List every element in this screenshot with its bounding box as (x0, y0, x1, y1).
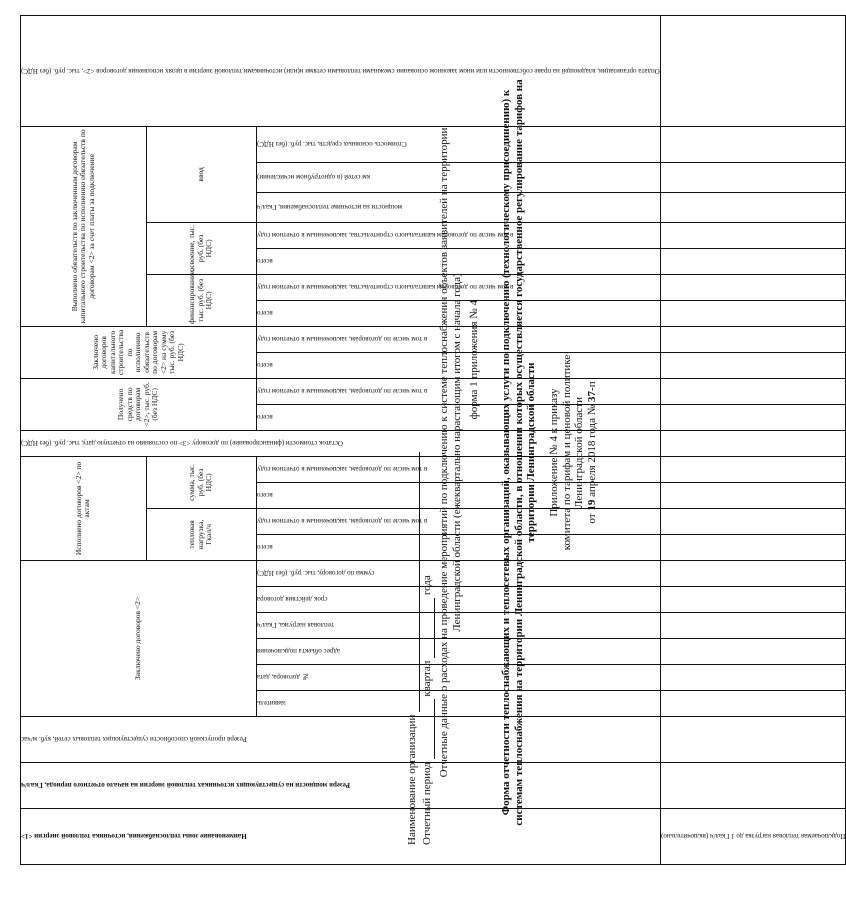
header-capital-group: Заключено договоров капитального строительства по исполнению обязательств по договорам <2> на сумму тыс. руб. (без НДС) (21, 326, 257, 378)
table-cell[interactable] (660, 613, 845, 639)
table-cell[interactable] (660, 639, 845, 665)
header-in-year-capital: в том числе по договорам капитального строительства, заключенным в отчетном году (256, 222, 660, 248)
header-executed-group: Исполнено договоров <2> по актам (21, 456, 147, 560)
table-cell[interactable] (660, 665, 845, 691)
table-cell[interactable] (660, 456, 845, 482)
header-development: освоение, тыс. руб. (без НДС) (146, 222, 256, 274)
table-cell[interactable] (660, 763, 845, 809)
header-total: всего (256, 482, 660, 508)
table-cell[interactable] (660, 162, 845, 192)
table-cell[interactable] (660, 560, 845, 586)
approval-day: 19 (585, 499, 598, 511)
header-concluded-group: Заключено договоров <2> (21, 560, 257, 716)
header-total: всего (256, 352, 660, 378)
form-title-line: Форма отчетности теплоснабжающих и теплосетевых организаций, оказывающих услуги по подключению (технологическому присоединению) к (500, 89, 512, 816)
header-total: всего (256, 404, 660, 430)
approval-line: комитета по тарифам и ценовой политике (560, 354, 573, 551)
report-title-line: Ленинградской области (ежеквартально нарастающим итогом с начала года) (450, 273, 463, 632)
header-term: срок действия договора (256, 587, 660, 613)
header-address: адрес объекта подключения (256, 639, 660, 665)
header-executed-load: тепловая нагрузка, Гкал/ч (146, 508, 256, 560)
form-number: форма 1 приложения № 4 (468, 300, 480, 420)
table-cell[interactable] (660, 300, 845, 326)
reporting-period-label: Отчетный период (421, 762, 433, 845)
table-cell[interactable] (660, 404, 845, 430)
report-title-line: Отчетные данные о расходах на проведение мероприятий по подключению к системе теплоснабжения объектов заявителей на территории (438, 127, 450, 778)
table-cell[interactable] (660, 326, 845, 352)
header-in-year: в том числе по договорам, заключенным в отчетном году (256, 456, 660, 482)
header-network-km: км сетей (в однотрубном исчислении) (256, 162, 660, 192)
header-zone: Наименование зоны теплоснабжения, источника тепловой энергии <1> (21, 809, 661, 865)
year-label: года (421, 575, 433, 596)
table-cell[interactable] (660, 192, 845, 222)
approval-suffix: -п (585, 381, 598, 391)
header-total: всего (256, 248, 660, 274)
header-in-year-capital: в том числе по договорам капитального строительства, заключенным в отчетном году (256, 274, 660, 300)
header-remaining: Остаток стоимости (финансирование) по договору <3> по состоянию на отчетную дату, тыс. руб. (без НДС) (21, 430, 661, 456)
approval-prefix: от (585, 513, 598, 524)
form-title-line: системам теплоснабжения на территории Ленинградской области, в отношении которых осуществляется государственное регулирование тарифов на (512, 79, 525, 826)
table-cell[interactable] (660, 352, 845, 378)
table-cell[interactable] (660, 482, 845, 508)
table-row (660, 15, 845, 864)
quarter-label: квартал (421, 660, 433, 697)
header-contract-no: № договора, дата (256, 665, 660, 691)
header-load: тепловая нагрузка, Гкал/ч (256, 613, 660, 639)
header-commissioning: ввод (146, 126, 256, 222)
header-financing: финансирование, тыс. руб. (без НДС) (146, 274, 256, 326)
header-source-power: мощности на источнике теплоснабжения, Гкал/ч (256, 192, 660, 222)
table-cell[interactable] (660, 430, 845, 456)
header-total: всего (256, 300, 660, 326)
table-cell[interactable] (660, 587, 845, 613)
approval-mid: апреля 2018 года № (585, 404, 598, 497)
header-reserve-throughput: Резерв пропускной способности существующих тепловых сетей, куб. м/час (21, 717, 661, 763)
header-in-year: в том числе по договорам, заключенным в отчетном году (256, 508, 660, 534)
header-executed-sum: сумма, тыс. руб. (без НДС) (146, 456, 256, 508)
header-payment-org: Оплата организации, владеющей на праве собственности или ином законном основании смежными тепловыми сетями и(или) источниками тепловой энергии в целях исполнения договоров <2>, тыс. руб. (без НДС) (21, 15, 661, 126)
organization-name-label: Наименование организации (406, 714, 418, 845)
header-fixed-assets: Стоимость основных средств, тыс. руб. (без НДС) (256, 126, 660, 162)
header-in-year: в том числе по договорам, заключенным в отчетном году (256, 326, 660, 352)
header-total: всего (256, 534, 660, 560)
table-cell[interactable] (660, 691, 845, 717)
header-received-group: Получено средств по договорам <2>, тыс. руб. (без НДС) (21, 378, 257, 430)
table-cell[interactable] (660, 508, 845, 534)
approval-line: Приложение № 4 к приказу (548, 388, 560, 517)
header-applicant: заявитель (256, 691, 660, 717)
header-reserve-power: Резерв мощности на существующих источниках тепловой энергии на начало отчетного периода, Гкал/ч (21, 763, 661, 809)
row-category-label: Подключаемая тепловая нагрузка до 1 Гкал/ч (включительно) (660, 809, 845, 865)
report-table (20, 15, 846, 865)
table-cell[interactable] (660, 222, 845, 248)
form-title-line: территории Ленинградской области (525, 362, 537, 543)
approval-line: Ленинградской области (573, 397, 585, 508)
table-cell[interactable] (660, 126, 845, 162)
table-cell[interactable] (660, 534, 845, 560)
table-cell[interactable] (660, 378, 845, 404)
table-cell[interactable] (660, 717, 845, 763)
table-cell[interactable] (660, 274, 845, 300)
table-cell[interactable] (660, 15, 845, 126)
header-fulfilled-group: Выполнено обязательств по заключенным договорам капитального строительства по исполнению обязательств по договорам <2> за счет платы за подключение (21, 126, 147, 326)
header-sum: сумма по договору, тыс. руб. (без НДС) (256, 560, 660, 586)
table-header-row-1 (21, 15, 147, 864)
header-in-year: в том числе по договорам, заключенным в отчетном году (256, 378, 660, 404)
approval-number: 37 (585, 390, 598, 402)
table-cell[interactable] (660, 248, 845, 274)
